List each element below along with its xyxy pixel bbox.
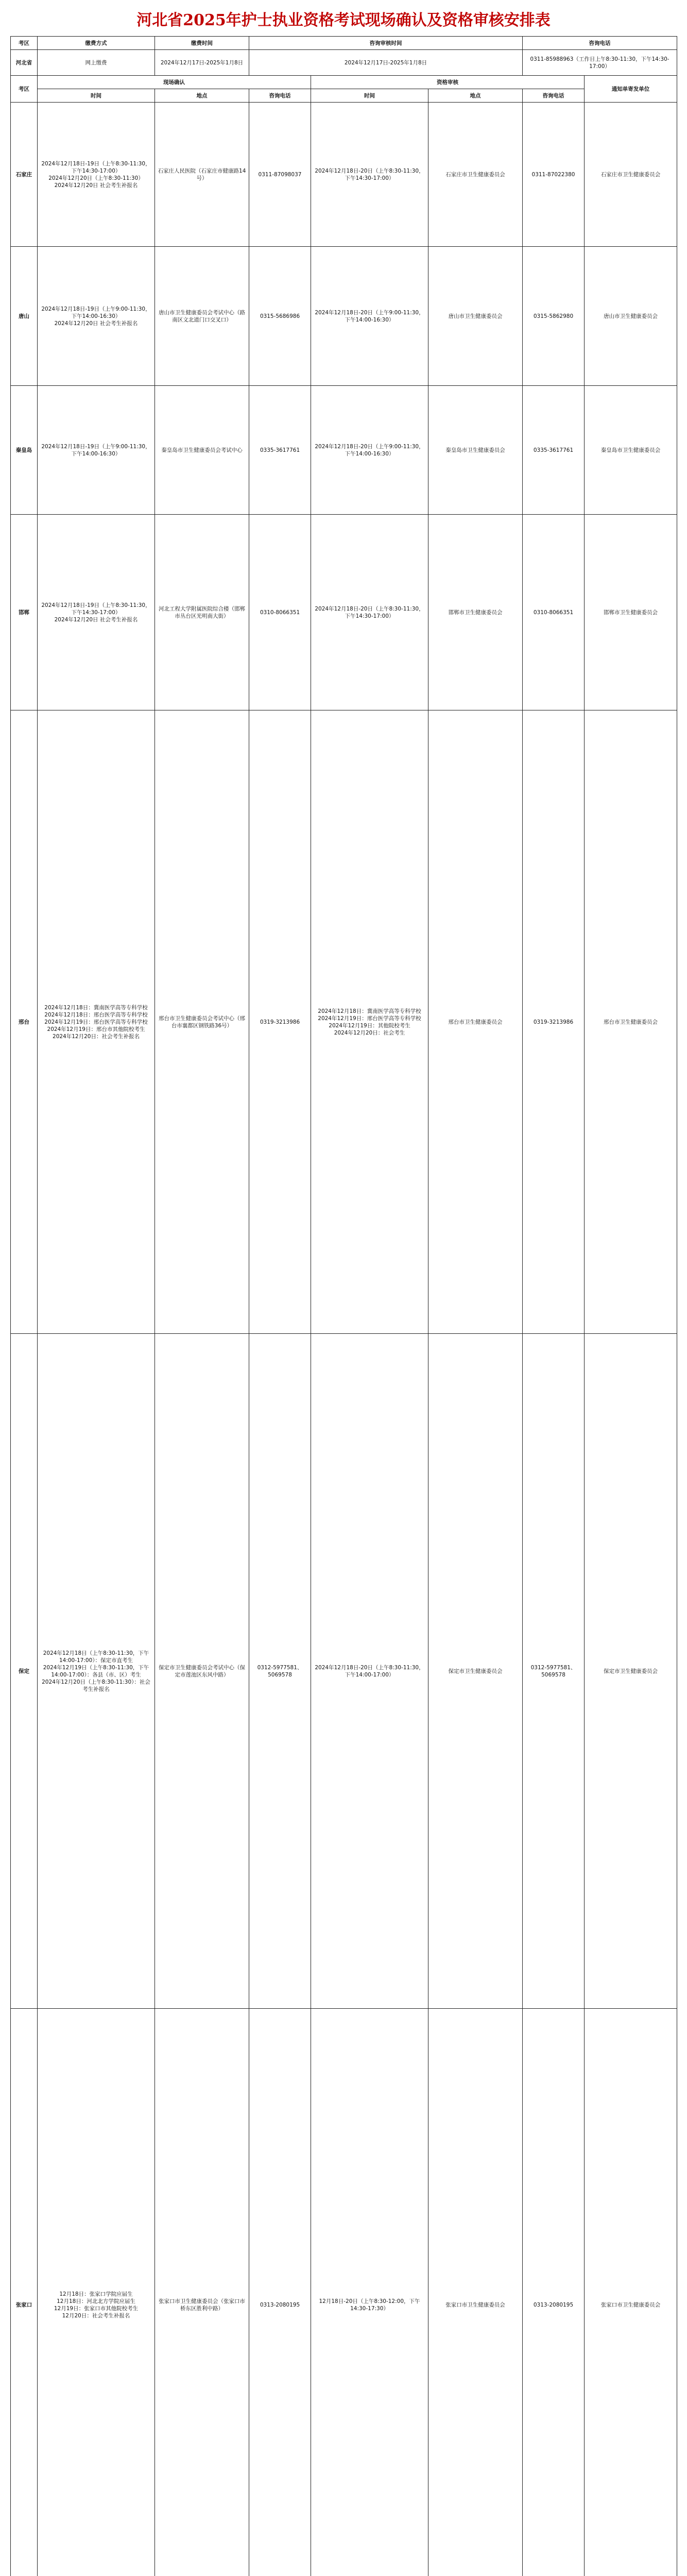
confirm-place: 秦皇岛市卫生健康委员会考试中心	[155, 386, 249, 515]
hebei-region: 河北省	[11, 50, 38, 76]
schedule-table	[10, 36, 677, 2576]
confirm-phone: 0319-3213986	[249, 710, 311, 1334]
confirm-place: 唐山市卫生健康委员会考试中心（路南区文北道门口交叉口）	[155, 247, 249, 386]
audit-phone: 0315-5862980	[523, 247, 585, 386]
page-title: 河北省2025年护士执业资格考试现场确认及资格审核安排表	[136, 11, 551, 29]
header-confirm: 现场确认	[38, 76, 311, 89]
mail-unit: 秦皇岛市卫生健康委员会	[585, 386, 677, 515]
confirm-time: 2024年12月18日-19日（上午9:00-11:30，下午14:00-16:30）	[38, 386, 155, 515]
confirm-phone: 0335-3617761	[249, 386, 311, 515]
audit-time: 2024年12月18日-20日（上午9:00-11:30，下午14:00-16:30）	[311, 386, 428, 515]
header-row-2	[11, 76, 677, 89]
audit-phone: 0311-87022380	[523, 103, 585, 247]
confirm-phone: 0310-8066351	[249, 515, 311, 710]
audit-place: 邯郸市卫生健康委员会	[428, 515, 523, 710]
city-row	[11, 2009, 677, 2576]
audit-phone: 0335-3617761	[523, 386, 585, 515]
city-row	[11, 103, 677, 247]
confirm-time: 2024年12月18日：冀南医学高等专科学校 2024年12月18日：邢台医学高等专科学校 2024年12月19日：邢台医学高等专科学校 2024年12月19日：邢台市其他院校考生 2024年12月20日：社会考生补报名	[38, 710, 155, 1334]
mail-unit: 保定市卫生健康委员会	[585, 1334, 677, 2009]
audit-time: 2024年12月18日：冀南医学高等专科学校 2024年12月19日：邢台医学高等专科学校 2024年12月19日：其他院校考生 2024年12月20日：社会考生	[311, 710, 428, 1334]
city-name: 张家口	[11, 2009, 38, 2576]
audit-place: 张家口市卫生健康委员会	[428, 2009, 523, 2576]
hebei-row	[11, 50, 677, 76]
header-row-3	[11, 89, 677, 103]
confirm-place: 石家庄人民医院（石家庄市健康路14号）	[155, 103, 249, 247]
header-consult-phone: 咨询电话	[523, 37, 677, 50]
header-audit: 资格审核	[311, 76, 585, 89]
header-time: 缴费时间	[155, 37, 249, 50]
header-audit-place: 地点	[428, 89, 523, 103]
audit-time: 2024年12月18日-20日（上午8:30-11:30，下午14:30-17:00）	[311, 515, 428, 710]
confirm-time: 2024年12月18日-19日（上午8:30-11:30，下午14:30-17:00） 2024年12月20日（上午8:30-11:30） 2024年12月20日 社会考生补报名	[38, 103, 155, 247]
audit-phone: 0310-8066351	[523, 515, 585, 710]
mail-unit: 邯郸市卫生健康委员会	[585, 515, 677, 710]
confirm-place: 保定市卫生健康委员会考试中心（保定市莲池区东风中路）	[155, 1334, 249, 2009]
confirm-phone: 0315-5686986	[249, 247, 311, 386]
header-audit-phone: 咨询电话	[523, 89, 585, 103]
header-confirm-place: 地点	[155, 89, 249, 103]
city-row	[11, 1334, 677, 2009]
city-name: 邯郸	[11, 515, 38, 710]
header-exam-area: 考区	[11, 76, 38, 103]
city-row	[11, 710, 677, 1334]
audit-time: 2024年12月18日-20日（上午9:00-11:30，下午14:00-16:30）	[311, 247, 428, 386]
confirm-phone: 0313-2080195	[249, 2009, 311, 2576]
confirm-place: 河北工程大学附属医院综合楼（邯郸市丛台区光明南大街）	[155, 515, 249, 710]
city-name: 保定	[11, 1334, 38, 2009]
confirm-time: 12月18日：张家口学院应届生 12月18日：河北北方学院应届生 12月19日：张家口市其他院校考生 12月20日：社会考生补报名	[38, 2009, 155, 2576]
hebei-payment: 网上缴费	[38, 50, 155, 76]
audit-place: 邢台市卫生健康委员会	[428, 710, 523, 1334]
audit-time: 2024年12月18日-20日（上午8:30-11:30，下午14:00-17:00）	[311, 1334, 428, 2009]
city-name: 邢台	[11, 710, 38, 1334]
header-audit-time: 时间	[311, 89, 428, 103]
audit-time: 2024年12月18日-20日（上午8:30-11:30，下午14:30-17:00）	[311, 103, 428, 247]
confirm-phone: 0311-87098037	[249, 103, 311, 247]
mail-unit: 石家庄市卫生健康委员会	[585, 103, 677, 247]
city-row	[11, 515, 677, 710]
audit-phone: 0313-2080195	[523, 2009, 585, 2576]
audit-place: 石家庄市卫生健康委员会	[428, 103, 523, 247]
confirm-time: 2024年12月18日-19日（上午8:30-11:30，下午14:30-17:00） 2024年12月20日 社会考生补报名	[38, 515, 155, 710]
audit-place: 保定市卫生健康委员会	[428, 1334, 523, 2009]
confirm-time: 2024年12月18日-19日（上午9:00-11:30，下午14:00-16:30） 2024年12月20日 社会考生补报名	[38, 247, 155, 386]
mail-unit: 邢台市卫生健康委员会	[585, 710, 677, 1334]
confirm-time: 2024年12月18日（上午8:30-11:30，下午14:00-17:00）：保定市直考生 2024年12月19日（上午8:30-11:30，下午14:00-17:00）：各县（市、区）考生 2024年12月20日（上午8:30-11:30）：社会考生补报名	[38, 1334, 155, 2009]
audit-phone: 0319-3213986	[523, 710, 585, 1334]
header-payment: 缴费方式	[38, 37, 155, 50]
hebei-phone: 0311-85988963（工作日上午8:30-11:30，下午14:30-17:00）	[523, 50, 677, 76]
header-consult-audit: 咨询审核时间	[249, 37, 523, 50]
header-row-1	[11, 37, 677, 50]
audit-place: 秦皇岛市卫生健康委员会	[428, 386, 523, 515]
hebei-time: 2024年12月17日-2025年1月8日	[155, 50, 249, 76]
city-name: 秦皇岛	[11, 386, 38, 515]
header-region: 考区	[11, 37, 38, 50]
city-row	[11, 247, 677, 386]
confirm-phone: 0312-5977581、5069578	[249, 1334, 311, 2009]
city-name: 唐山	[11, 247, 38, 386]
mail-unit: 张家口市卫生健康委员会	[585, 2009, 677, 2576]
header-confirm-phone: 咨询电话	[249, 89, 311, 103]
audit-place: 唐山市卫生健康委员会	[428, 247, 523, 386]
confirm-place: 张家口市卫生健康委员会（张家口市桥东区胜利中路）	[155, 2009, 249, 2576]
audit-phone: 0312-5977581、5069578	[523, 1334, 585, 2009]
audit-time: 12月18日-20日（上午8:30-12:00，下午14:30-17:30）	[311, 2009, 428, 2576]
confirm-place: 邢台市卫生健康委员会考试中心（邢台市襄都区钢铁路36号）	[155, 710, 249, 1334]
city-name: 石家庄	[11, 103, 38, 247]
header-confirm-time: 时间	[38, 89, 155, 103]
city-row	[11, 386, 677, 515]
header-mail: 通知单寄发单位	[585, 76, 677, 103]
mail-unit: 唐山市卫生健康委员会	[585, 247, 677, 386]
hebei-audit: 2024年12月17日-2025年1月8日	[249, 50, 523, 76]
